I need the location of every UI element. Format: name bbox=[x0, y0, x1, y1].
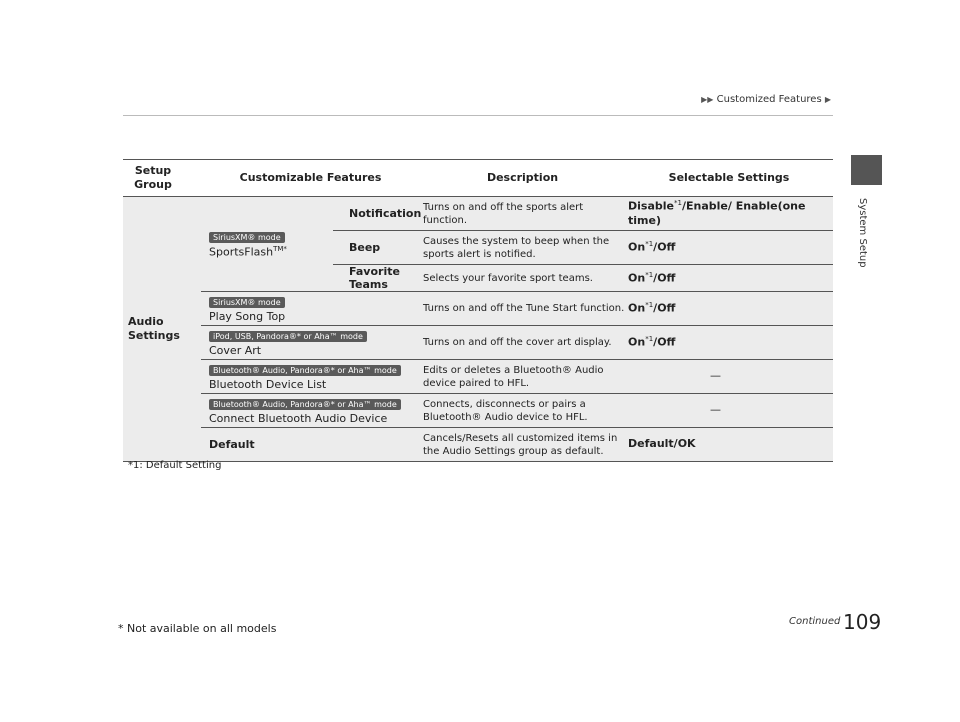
table-row bbox=[123, 360, 833, 394]
setting-cell: On$^{*1}$/Off bbox=[625, 292, 833, 326]
arrow-icon: ▶ bbox=[824, 95, 831, 104]
setting-cell: On$^{*1}$/Off bbox=[625, 265, 833, 292]
col-header-description: Description bbox=[420, 160, 625, 197]
description-cell: Selects your favorite sport teams. bbox=[420, 265, 625, 292]
description-cell: Turns on and off the sports alert function. bbox=[420, 197, 625, 231]
feature-name: Play Song Top bbox=[209, 309, 286, 323]
section-tab-marker bbox=[851, 155, 882, 185]
double-arrow-icon: ▶▶ bbox=[701, 95, 714, 104]
availability-note: * Not available on all models bbox=[118, 622, 277, 635]
table-row bbox=[123, 326, 833, 360]
header-divider bbox=[123, 115, 833, 116]
table-row bbox=[123, 428, 833, 462]
table-header-row bbox=[123, 160, 833, 197]
subfeature-name: Favorite Teams bbox=[333, 265, 420, 292]
mode-badge: Bluetooth® Audio, Pandora®* or Aha™ mode bbox=[209, 399, 401, 410]
setting-cell: On$^{*1}$/Off bbox=[625, 326, 833, 360]
section-tab-label: System Setup bbox=[857, 198, 868, 268]
feature-sup: TM* bbox=[273, 244, 287, 253]
mode-badge: Bluetooth® Audio, Pandora®* or Aha™ mode bbox=[209, 365, 401, 376]
feature-cell bbox=[201, 197, 333, 292]
col-header-settings: Selectable Settings bbox=[625, 160, 833, 197]
feature-cell bbox=[201, 292, 420, 326]
feature-cell bbox=[201, 326, 420, 360]
breadcrumb-label: Customized Features bbox=[716, 94, 822, 105]
table-row bbox=[123, 292, 833, 326]
setup-group-cell bbox=[123, 197, 201, 462]
continued-label: Continued bbox=[789, 616, 841, 627]
mode-badge: SiriusXM® mode bbox=[209, 232, 285, 243]
feature-name: SportsFlash bbox=[209, 245, 274, 259]
setting-cell: Default/OK bbox=[625, 428, 833, 462]
setting-cell: — bbox=[625, 360, 833, 394]
subfeature-name: Notification bbox=[333, 197, 420, 231]
mode-badge: iPod, USB, Pandora®* or Aha™ mode bbox=[209, 331, 367, 342]
feature-name: Default bbox=[201, 428, 420, 462]
feature-name: Connect Bluetooth Audio Device bbox=[209, 411, 388, 425]
mode-badge: SiriusXM® mode bbox=[209, 297, 285, 308]
description-cell: Cancels/Resets all customized items in the Audio Settings group as default. bbox=[420, 428, 625, 462]
feature-name: Cover Art bbox=[209, 343, 262, 357]
description-cell: Turns on and off the cover art display. bbox=[420, 326, 625, 360]
setting-cell: — bbox=[625, 394, 833, 428]
page-number: 109 bbox=[843, 610, 882, 634]
subfeature-name: Beep bbox=[333, 231, 420, 265]
footnote: *1: Default Setting bbox=[128, 460, 222, 471]
table-row bbox=[123, 394, 833, 428]
feature-cell bbox=[201, 394, 420, 428]
setting-cell: On$^{*1}$/Off bbox=[625, 231, 833, 265]
col-header-features: Customizable Features bbox=[201, 160, 420, 197]
description-cell: Connects, disconnects or pairs a Bluetooth® Audio device to HFL. bbox=[420, 394, 625, 428]
description-cell: Causes the system to beep when the sports alert is notified. bbox=[420, 231, 625, 265]
description-cell: Turns on and off the Tune Start function. bbox=[420, 292, 625, 326]
feature-cell bbox=[201, 360, 420, 394]
settings-table bbox=[123, 159, 833, 462]
setting-cell: Disable$^{*1}$/Enable/ Enable(one time) bbox=[625, 197, 833, 231]
breadcrumb bbox=[701, 94, 831, 105]
setup-group-label: Audio Settings bbox=[128, 314, 180, 342]
feature-name: Bluetooth Device List bbox=[209, 377, 327, 391]
col-header-setup-group: Setup Group bbox=[123, 160, 201, 197]
table-row bbox=[123, 197, 833, 231]
description-cell: Edits or deletes a Bluetooth® Audio device paired to HFL. bbox=[420, 360, 625, 394]
